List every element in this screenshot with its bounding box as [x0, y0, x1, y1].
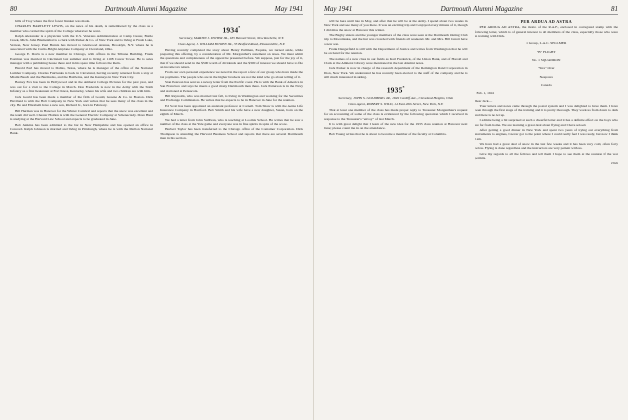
- issue-date: May 1941: [274, 5, 303, 13]
- paragraph: Jack Parker is now in charge of the research department of the Remington Rand Corporation in Ilion, New York. We understand he has recently been elected to the staff of the company and he is still much interested in skiing.: [324, 66, 468, 80]
- section-heading: PER ARDUA AD ASTRA: [520, 19, 572, 24]
- paragraph: will be here until late in May, and after that he will be at the Army. I spend about two weeks in New York and see many of you there. It was an exciting trip and I enjoyed every minute of it, though I did miss the snow at Hanover this winter.: [324, 19, 468, 32]
- paragraph: Ralph Alexander is a physician with the U.S. Veterans Administration at Camp Custer, Battle Creek, Mich. John Blumenthal is a clerk with Parker & Co. of New York and is living at Fresh Lake, Vernon, New Jersey. Paul Burnis has moved to Glenwood Avenue, Brooklyn, N.Y. where he is associated with the Curtis-Bright Airplane Company at Cleveland, Ohio.: [10, 34, 153, 52]
- class-heading: [160, 23, 303, 35]
- paragraph: CHARLES BARTLETT LEWIS, on the news of his death, is remembered by the class as a member who carried the spirit of the College wherever he went.: [10, 24, 153, 33]
- running-head: [10, 5, 303, 15]
- paragraph: Barney Fox has been in Hollywood and in the Amherst College Pictures for the past year, and was out for a visit to the College in March. Don Frederick is now in the Army with the Sixth Infantry as a first lieutenant at Fort Knox, Kentucky, where his wife and two children are with him.: [10, 80, 153, 94]
- class-heading: [324, 83, 468, 95]
- letter-header-line: "B" FLIGHT: [536, 49, 556, 54]
- class-officer-line: Secretary, JOHN S. GOLDBERG JR., 1849 Cardiff Ave., Cleveland Heights, Ohio: [338, 95, 454, 100]
- paragraph: Bill Herman was in Hanover for the Winter Carnival and reports that the snow was excellent and the team did well. Chester Holden is with the General Electric Company at Schenectady. Dave Hunt is studying at the Harvard Law School and expects to be graduated in June.: [10, 108, 153, 122]
- column: [324, 19, 468, 412]
- letter-header-line: "Stra" Over: [537, 66, 555, 71]
- paragraph: Give my regards to all the fellows and tell them I hope to see them at the reunion if the war permits.: [474, 151, 618, 160]
- paragraph: George E. Davis is a new member in Chicago, with offices in the Tribune Building. Frank Eastman was married in Cincinnati last summer and is living at 1108 Carew Tower. He is sales manager with a publishing house there and in his spare time follows the Reds.: [10, 52, 153, 66]
- paragraph: Bob Young writes that he is about to become a member of the faculty at Columbia.: [329, 131, 447, 136]
- paragraph: hills of Troy where the first forest blanket was made.: [15, 19, 91, 23]
- class-officer-line: Class Agent, ROBERT S. WILD, 14 East 26th Street, New York, N.Y.: [348, 101, 444, 106]
- paragraph: I admire being a bit surprised at such a cheerful letter and it has a definite effect on the boys who are far from home. We are learning a great deal about flying and I have soloed.: [474, 118, 618, 127]
- paragraph: Dear Jack—: [474, 98, 493, 103]
- right-columns: [324, 19, 618, 412]
- letter-date: Feb. 1, 1941: [476, 91, 495, 96]
- letter-header-line: Canada: [540, 83, 552, 88]
- paragraph: Frank Dangerfield is still with the Department of Justice and writes from Washington that he will be on hand for the reunion.: [324, 47, 468, 56]
- page-number: 81: [610, 5, 618, 13]
- letter-header-line: Neepawa: [539, 74, 553, 79]
- class-year: 1935: [386, 85, 403, 95]
- running-head: [324, 5, 618, 15]
- paragraph: After getting a good dinner in New York and spent two years of trying out everything from instruments to engines, I never got to the point where I could really feel I was ready, but now I think I am.: [474, 127, 618, 141]
- paragraph: Bob Jenkins has been admitted to the bar in New Hampshire and has opened an office in Concord. Ralph Johnson is married and living in Pittsburgh, where he is with the Mellon National Bank.: [10, 122, 153, 136]
- class-mark: *: [238, 25, 241, 30]
- paragraph: Bill Reynolds, who was married last fall, is living in Washington and working for the Securities and Exchange Commission. He writes that he expects to be in Hanover in June for the reunion.: [160, 93, 303, 103]
- paragraph: Harold Earl has moved to Dallas, Texas, where he is manager of the office of the National Lumber Company. Charles Fairbanks is back in Cleveland, having recently returned from a stay at Miami Beach and the Bermudas, and the Baldwins, and the Kenneys in New York City.: [10, 66, 153, 80]
- issue-date: May 1941: [324, 5, 353, 13]
- paragraph: The names of a new class in our fields as Karl Frederick, of the Union Bank, and of Harold and Clark at the Amherst Library were mentioned in the last Alumni notes.: [324, 56, 468, 66]
- paragraph: PER ARDUA AD ASTRA, the motto of the R.A.F., enclosed in corrugated stamp with the following letter, which is of general interest to all members of the class, especially those who were in training with Dick.: [474, 25, 618, 39]
- paragraph: Herbert Taylor has been transferred to the Chicago office of the Container Corporation. Dick Thompson is attending the Harvard Business School and reports that there are several Dartmouth men in his section.: [160, 127, 303, 141]
- paragraph: That at least one member of the class has made proper reply to Treasurer Morgenthau's request for an accounting of some of the class is evidenced by the following quotation which I received in response to the Treasurer's "envoy" of last March.: [324, 107, 468, 121]
- class-mark: *: [402, 85, 405, 91]
- right-page: [314, 0, 628, 420]
- letter-signature: Dick: [611, 161, 618, 166]
- class-officer-line: Class Agent, J. WILLIAM BOWEN JR., 35 Bedford Road, Pleasantville, N.Y.: [177, 41, 286, 46]
- column: [10, 19, 153, 412]
- column: [475, 19, 619, 412]
- paragraph: It is with great delight that I learn of the new idea for the 1935 class reunion at Hanover next June; please count me in on the attendance.: [324, 122, 468, 131]
- journal-title: Dartmouth Alumni Magazine: [440, 5, 523, 13]
- paragraph: Jack Gould has been made a member of the firm of Gould, Greene & Co. in Boston. Dick Haviland is with the Holt Company in New York and writes that he sees many of the class in the city. He and Elizabeth have a new son, Richard Jr., born in February.: [10, 94, 153, 108]
- paragraph: From our own personal experience we noted in the report a few of our group who have made the tax payments. The people who are in the higher brackets are not the kind who go about telling of it.: [160, 70, 303, 79]
- letter-header-line: 1 Group, L.A.C. SELLMER: [526, 41, 567, 46]
- letter-header-line: No. 1 SQUADRON: [532, 58, 561, 63]
- paragraph: Stan Pearson has sent us a newsy letter from the Pacific coast. He is with the Bank of America in San Francisco and says he meets a good many Dartmouth men there. Jack Patterson is in the Navy and stationed at Pensacola.: [160, 79, 303, 93]
- paragraph: The Bagby sisters and the younger members of the class were seen at the Dartmouth Outing Club trip to Moosilauke, and the hut was crowded with friends all weekend. Mr. and Mrs. Bill Jarrett have a new son.: [324, 33, 468, 46]
- paragraph: We have had a great deal of snow in the last few weeks and it has been very cold, often forty below. Flying is done regardless and the instructors are very patient with us.: [474, 141, 618, 151]
- paragraph: We had a letter from John Sullivan, who is teaching at Loomis School. He writes that he saw a number of the class at the Yale game and everyone was in fine spirits in spite of the score.: [160, 117, 303, 126]
- left-columns: [10, 19, 303, 412]
- paragraph: Your letters and notes came through the postal system and I was delighted to have them. I have been through the first stage of the training and it is pretty thorough. They work us from dawn to dark and there is no let up.: [474, 104, 618, 117]
- journal-title: Dartmouth Alumni Magazine: [104, 5, 187, 13]
- paragraph: Having recently completed the story about Henry Pullman, Esquire, we turned aside, while preparing this offering, by a consideration of Mr. Morganthal's statement on taxes. We must admit the questions and completeness of the appeal he presented before. We suppose, just for the joy of it, that if we should send in the $500 worth of dividends and the $300 of interest we should have to file an income tax return.: [160, 47, 303, 69]
- class-officer-line: Secretary, MARTIN J. DWYER JR., 185 Bennett Street, New Rochelle, N.Y.: [179, 35, 284, 40]
- paragraph: Ed Scott has been appointed an assistant professor at Cornell. Tom Shaw is with the Aetna Life Insurance Company in Hartford. Bob Smith and his wife have a new daughter, Susan, born on the eighth of March.: [160, 103, 303, 117]
- column: [160, 19, 303, 412]
- page-number: 80: [10, 5, 17, 13]
- class-year: 1934: [222, 25, 239, 35]
